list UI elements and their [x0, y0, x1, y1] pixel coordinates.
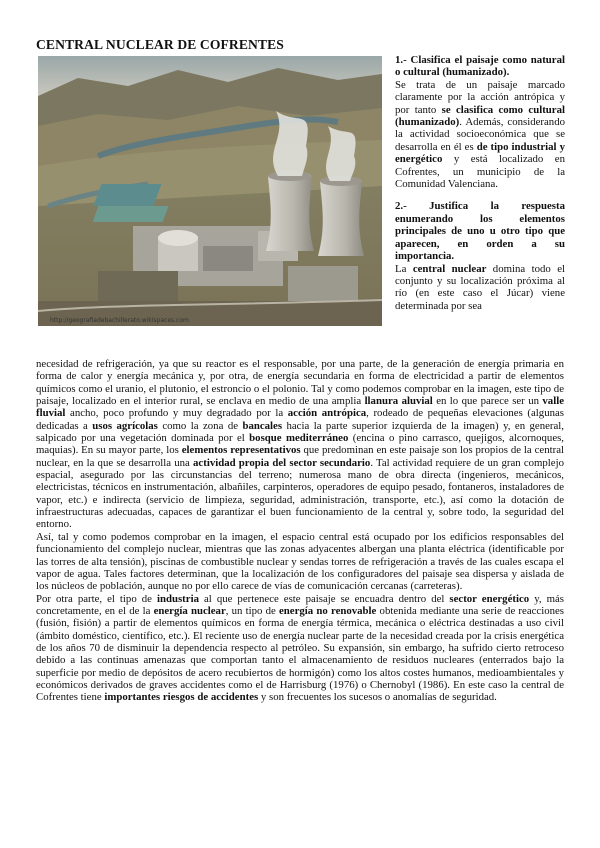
answer-1: Se trata de un paisaje marcado claramente por la acción antrópica y por tanto se clasifica como cultural (humanizado). Además, considerando la actividad socioeconómica que se desarrolla en él es de tipo industrial y energético y está localizado en Cofrentes, un municipio de la Comunidad Valenciana. [395, 78, 565, 191]
page-title: CENTRAL NUCLEAR DE COFRENTES [36, 37, 284, 52]
paragraph-3: Por otra parte, el tipo de industria al que pertenece este paisaje se encuadra dentro del sector energético y, más concretamente, en el de la energía nuclear, un tipo de energía no renovable obtenida mediante una serie de reacciones (fusión, fisión) a partir de elementos químicos en forma de energía térmica, mecánica o eléctrica destinadas a uso civil (ámbito doméstico, científico, etc.). El reciente uso de energía nuclear parte de la necesidad creada por la crisis energética de los años 70 de disminuir la dependencia respecto al petróleo. Su expansión, sin embargo, ha sufrido cierto retroceso debido a las continuas amenazas que comportan tanto el almacenamiento de residuos nucleares (enterrados bajo la superficie por medio de depósitos de acero recubiertos de hormigón) como los altos costes humanos, medioambientales y económicos derivados de graves accidentes como el de Harrisburg (1976) o Chernobyl (1986). En este caso la central de Cofrentes tiene importantes riesgos de accidentes y son frecuentes los sucesos o anomalías de seguridad. [36, 592, 565, 704]
questions-column [395, 54, 565, 312]
nuclear-plant-photo [38, 56, 382, 326]
paragraph-2: Así, tal y como podemos comprobar en la imagen, el espacio central está ocupado por los edificios responsables del funcionamiento del complejo nuclear, mientras que las zonas adyacentes albergan una planta eléctrica (identificable por las torres de alta tensión), piscinas de combustible nuclear y sendas torres de refrigeración a través de las cuales escapa el vapor de agua. Tales factores determinan, que la localización de los configuradores del paisaje sea dispersa y aislada de los núcleos de población, aunque no por ello carece de vías de comunicación cercanas (carreteras). [36, 530, 564, 593]
answer-2-start: La central nuclear domina todo el conjunto y su localización próxima al río (en este caso el Júcar) viene determinada por sea [395, 262, 565, 312]
question-1: 1.- Clasifica el paisaje como natural o cultural (humanizado). [395, 54, 565, 79]
aerial-photo-illustration [38, 56, 382, 326]
paragraph-1: necesidad de refrigeración, ya que su reactor es el responsable, por una parte, de la generación de energía primaria en forma de calor y energía mecánica y, por otra, de energía secundaria en forma de electricidad a partir de elementos químicos como el uranio, el plutonio, el estroncio o el polonio. Tal y como podemos comprobar en la imagen, este tipo de paisaje, localizado en el interior rural, se enclava en medio de una amplia llanura aluvial en lo que parece ser un valle fluvial ancho, poco profundo y muy degradado por la acción antrópica, rodeado de pequeñas elevaciones (algunas dedicadas a usos agrícolas como la zona de bancales hacia la parte superior izquierda de la imagen) y, en general, salpicado por una vegetación dominada por el bosque mediterráneo (encina o pino carrasco, quejigos, alcornoques, maquias). En su mayor parte, los elementos representativos que predominan en este paisaje son los propios de la central nuclear, en la que se desarrolla una actividad propia del sector secundario. Tal actividad requiere de un gran complejo espacial, asegurado por las circunstancias del terreno; numerosa mano de obra directa (ingenieros, mecánicos, electricistas, técnicos en instrumentación, albañiles, carpinteros, operadores de equipo pesado, fontaneros, instaladores de vapor, etc.) e indirecta (servicio de limpieza, seguridad, administración, transporte, etc.), así como la dotación de infraestructuras adecuadas, capaces de garantizar el buen funcionamiento de la central y, sobre todo, la seguridad del entorno. [36, 358, 565, 531]
question-2: 2.- Justifica la respuesta enumerando los elementos principales de uno u otro tipo que aparecen, en orden a su importancia. [395, 200, 565, 263]
main-text [36, 358, 564, 704]
photo-credit: http://geografiadebachillerato.wikispaces.com [50, 317, 189, 324]
